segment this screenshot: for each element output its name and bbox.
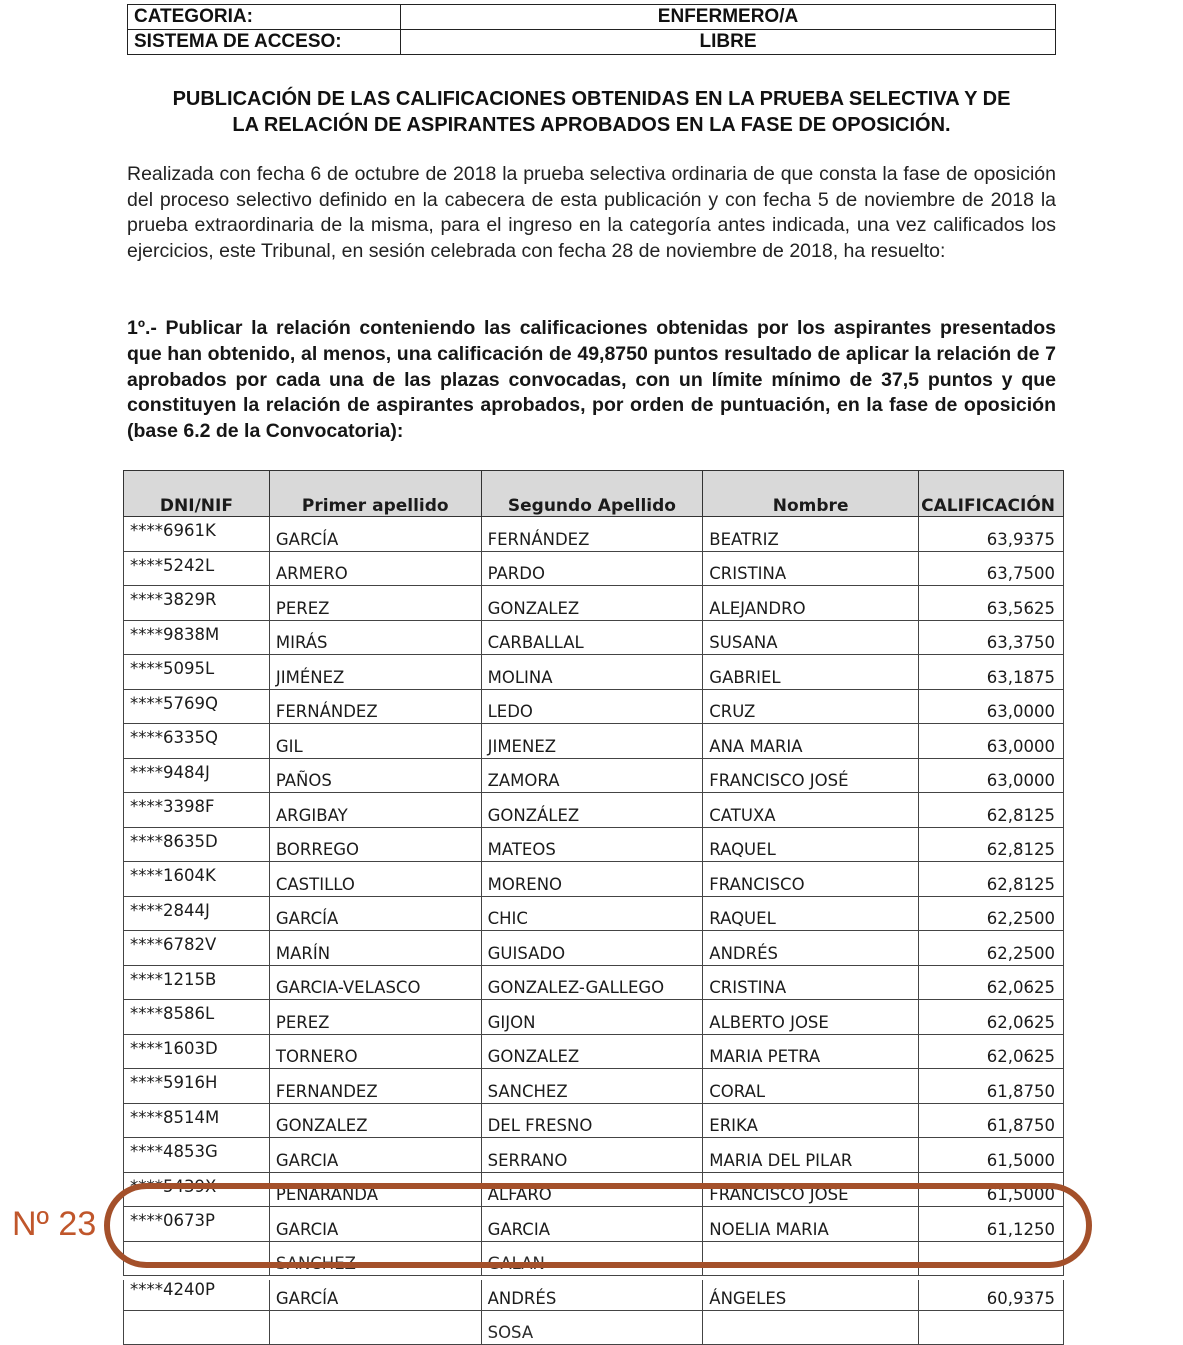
cell-dni: ****1215B — [124, 965, 270, 1000]
header-dni: DNI/NIF — [124, 471, 270, 517]
cell-dni: ****5769Q — [124, 689, 270, 724]
cell-dni: ****6961K — [124, 517, 270, 552]
table-row — [124, 1103, 1064, 1138]
cell-primer-apellido: PEREZ — [269, 1000, 481, 1035]
cell-nombre: GABRIEL — [703, 655, 919, 690]
cell-primer-apellido: GARCIA-VELASCO — [269, 965, 481, 1000]
cell-nombre: BEATRIZ — [703, 517, 919, 552]
cell-dni: ****8586L — [124, 1000, 270, 1035]
table-row — [124, 1138, 1064, 1173]
cell-nombre: ERIKA — [703, 1103, 919, 1138]
cell-segundo-apellido: CARBALLAL — [481, 620, 703, 655]
table-row — [124, 1069, 1064, 1104]
cell-segundo-apellido: SANCHEZ — [481, 1069, 703, 1104]
cell-segundo-apellido: LEDO — [481, 689, 703, 724]
table-row — [124, 1172, 1064, 1207]
table-row — [124, 1034, 1064, 1069]
cell-segundo-apellido: GONZALEZ — [481, 1034, 703, 1069]
cell-dni: ****2844J — [124, 896, 270, 931]
cell-segundo-apellido: GUISADO — [481, 931, 703, 966]
cell-dni: ****1604K — [124, 862, 270, 897]
cell-segundo-apellido: JIMENEZ — [481, 724, 703, 759]
table-row — [124, 724, 1064, 759]
cell-primer-apellido: GARCIA — [269, 1207, 481, 1242]
cell-primer-apellido: GONZALEZ — [269, 1103, 481, 1138]
table-row — [124, 1276, 1064, 1311]
cell-calificacion: 63,0000 — [918, 724, 1063, 759]
cell-calificacion: 63,7500 — [918, 551, 1063, 586]
cell-segundo-apellido: GARCIA — [481, 1207, 703, 1242]
cell-primer-apellido: GARCÍA — [269, 896, 481, 931]
cell-primer-apellido: ARMERO — [269, 551, 481, 586]
cell-calificacion: 61,5000 — [918, 1172, 1063, 1207]
cell-primer-apellido: ARGIBAY — [269, 793, 481, 828]
cell-segundo-apellido: GONZÁLEZ — [481, 793, 703, 828]
cell-dni: ****6782V — [124, 931, 270, 966]
cell-calificacion: 63,9375 — [918, 517, 1063, 552]
table-row — [124, 758, 1064, 793]
cell-segundo-apellido: MORENO — [481, 862, 703, 897]
cell-nombre: ALBERTO JOSE — [703, 1000, 919, 1035]
title-line-1: PUBLICACIÓN DE LAS CALIFICACIONES OBTENIDAS EN LA PRUEBA SELECTIVA Y DE — [172, 88, 1011, 110]
cell-primer-apellido: PAÑOS — [269, 758, 481, 793]
results-table — [123, 470, 1064, 1345]
cell-dni: ****4240P — [124, 1276, 270, 1311]
cell-nombre: RAQUEL — [703, 827, 919, 862]
cell-dni: ****3398F — [124, 793, 270, 828]
cell-nombre: CORAL — [703, 1069, 919, 1104]
cell-segundo-apellido: ALFARO — [481, 1172, 703, 1207]
cell-primer-apellido: PEÑARANDA — [269, 1172, 481, 1207]
header-calificacion: CALIFICACIÓN — [918, 471, 1063, 517]
cell-primer-apellido: PEREZ — [269, 586, 481, 621]
cell-calificacion — [918, 1310, 1063, 1345]
cell-calificacion: 62,0625 — [918, 1000, 1063, 1035]
cell-segundo-apellido: GALAN — [481, 1241, 703, 1276]
categoria-value: ENFERMERO/A — [401, 5, 1056, 30]
cell-segundo-apellido: GIJON — [481, 1000, 703, 1035]
cell-nombre: ÁNGELES — [703, 1276, 919, 1311]
cell-calificacion: 63,1875 — [918, 655, 1063, 690]
title-line-2: LA RELACIÓN DE ASPIRANTES APROBADOS EN LA FASE DE OPOSICIÓN. — [232, 114, 951, 136]
table-row — [124, 1310, 1064, 1345]
cell-calificacion: 62,2500 — [918, 896, 1063, 931]
cell-calificacion: 63,0000 — [918, 758, 1063, 793]
intro-paragraph: Realizada con fecha 6 de octubre de 2018 la prueba selectiva ordinaria de que consta la fase de oposición del proceso selectivo definido en la cabecera de esta publicación y con fecha 5 de noviembre de 2018 la prueba extraordinaria de la misma, para el ingreso en la categoría antes indicada, una vez calificados los ejercicios, este Tribunal, en sesión celebrada con fecha 28 de noviembre de 2018, ha resuelto: — [127, 163, 1056, 262]
cell-dni: ****5916H — [124, 1069, 270, 1104]
cell-segundo-apellido: PARDO — [481, 551, 703, 586]
sistema-row — [128, 30, 1056, 55]
cell-nombre: RAQUEL — [703, 896, 919, 931]
cell-primer-apellido: MIRÁS — [269, 620, 481, 655]
cell-calificacion: 62,2500 — [918, 931, 1063, 966]
cell-calificacion: 62,0625 — [918, 965, 1063, 1000]
cell-dni: ****1603D — [124, 1034, 270, 1069]
table-row — [124, 965, 1064, 1000]
sistema-value: LIBRE — [401, 30, 1056, 55]
cell-calificacion: 62,8125 — [918, 793, 1063, 828]
cell-segundo-apellido: FERNÁNDEZ — [481, 517, 703, 552]
table-row — [124, 827, 1064, 862]
categoria-row — [128, 5, 1056, 30]
cell-dni — [124, 1241, 270, 1276]
cell-segundo-apellido: SERRANO — [481, 1138, 703, 1173]
results-body — [124, 517, 1064, 1345]
sistema-label: SISTEMA DE ACCESO: — [128, 30, 401, 55]
cell-calificacion: 63,0000 — [918, 689, 1063, 724]
cell-calificacion: 61,1250 — [918, 1207, 1063, 1242]
cell-nombre: MARIA DEL PILAR — [703, 1138, 919, 1173]
cell-dni: ****6335Q — [124, 724, 270, 759]
cell-calificacion: 61,8750 — [918, 1069, 1063, 1104]
cell-calificacion: 60,9375 — [918, 1276, 1063, 1311]
cell-primer-apellido: GARCÍA — [269, 517, 481, 552]
cell-dni: ****9838M — [124, 620, 270, 655]
cell-calificacion: 61,8750 — [918, 1103, 1063, 1138]
header-segundo-apellido: Segundo Apellido — [481, 471, 703, 517]
table-row — [124, 793, 1064, 828]
cell-segundo-apellido: ZAMORA — [481, 758, 703, 793]
cell-nombre: CRISTINA — [703, 965, 919, 1000]
table-row — [124, 1207, 1064, 1242]
cell-segundo-apellido: ANDRÉS — [481, 1276, 703, 1311]
header-nombre: Nombre — [703, 471, 919, 517]
table-row — [124, 1000, 1064, 1035]
table-row — [124, 620, 1064, 655]
cell-primer-apellido: CASTILLO — [269, 862, 481, 897]
table-row — [124, 896, 1064, 931]
cell-nombre: ANDRÉS — [703, 931, 919, 966]
cell-nombre — [703, 1310, 919, 1345]
table-row — [124, 862, 1064, 897]
table-row — [124, 1241, 1064, 1276]
cell-dni: ****3829R — [124, 586, 270, 621]
cell-primer-apellido: SANCHEZ — [269, 1241, 481, 1276]
cell-calificacion: 63,3750 — [918, 620, 1063, 655]
cell-primer-apellido: GARCIA — [269, 1138, 481, 1173]
table-row — [124, 586, 1064, 621]
cell-primer-apellido: JIMÉNEZ — [269, 655, 481, 690]
annotation-label: Nº 23 — [12, 1205, 97, 1243]
cell-primer-apellido: FERNÁNDEZ — [269, 689, 481, 724]
cell-primer-apellido: FERNANDEZ — [269, 1069, 481, 1104]
cell-primer-apellido — [269, 1310, 481, 1345]
cell-nombre — [703, 1241, 919, 1276]
cell-segundo-apellido: GONZALEZ — [481, 586, 703, 621]
table-row — [124, 931, 1064, 966]
cell-nombre: ANA MARIA — [703, 724, 919, 759]
table-row — [124, 689, 1064, 724]
resolution-paragraph: 1º.- Publicar la relación conteniendo las calificaciones obtenidas por los aspirantes presentados que han obtenido, al menos, una calificación de 49,8750 puntos resultado de aplicar la relación de 7 aprobados por cada una de las plazas convocadas, con un límite mínimo de 37,5 puntos y que constituyen la relación de aspirantes aprobados, por orden de puntuación, en la fase de oposición (base 6.2 de la Convocatoria): — [127, 317, 1056, 443]
page-bottom-edge — [0, 1276, 1183, 1280]
cell-dni: ****5095L — [124, 655, 270, 690]
cell-dni: ****9484J — [124, 758, 270, 793]
cell-calificacion: 63,5625 — [918, 586, 1063, 621]
cell-segundo-apellido: GONZALEZ-GALLEGO — [481, 965, 703, 1000]
cell-segundo-apellido: SOSA — [481, 1310, 703, 1345]
cell-dni: ****8635D — [124, 827, 270, 862]
document-title — [127, 86, 1056, 138]
cell-calificacion: 62,0625 — [918, 1034, 1063, 1069]
cell-segundo-apellido: MATEOS — [481, 827, 703, 862]
header-info-table — [127, 4, 1056, 55]
table-row — [124, 551, 1064, 586]
results-header-row — [124, 471, 1064, 517]
header-primer-apellido: Primer apellido — [269, 471, 481, 517]
cell-calificacion: 62,8125 — [918, 862, 1063, 897]
cell-primer-apellido: BORREGO — [269, 827, 481, 862]
cell-dni: ****0673P — [124, 1207, 270, 1242]
cell-nombre: MARIA PETRA — [703, 1034, 919, 1069]
cell-segundo-apellido: DEL FRESNO — [481, 1103, 703, 1138]
cell-nombre: CRUZ — [703, 689, 919, 724]
cell-dni — [124, 1310, 270, 1345]
cell-nombre: FRANCISCO JOSÉ — [703, 758, 919, 793]
cell-nombre: FRANCISCO — [703, 862, 919, 897]
table-row — [124, 655, 1064, 690]
cell-primer-apellido: GARCÍA — [269, 1276, 481, 1311]
cell-segundo-apellido: CHIC — [481, 896, 703, 931]
cell-calificacion — [918, 1241, 1063, 1276]
cell-primer-apellido: MARÍN — [269, 931, 481, 966]
cell-nombre: CRISTINA — [703, 551, 919, 586]
cell-primer-apellido: GIL — [269, 724, 481, 759]
categoria-label: CATEGORIA: — [128, 5, 401, 30]
cell-nombre: ALEJANDRO — [703, 586, 919, 621]
cell-nombre: SUSANA — [703, 620, 919, 655]
cell-nombre: FRANCISCO JOSE — [703, 1172, 919, 1207]
cell-dni: ****5439X — [124, 1172, 270, 1207]
cell-segundo-apellido: MOLINA — [481, 655, 703, 690]
cell-nombre: NOELIA MARIA — [703, 1207, 919, 1242]
cell-calificacion: 62,8125 — [918, 827, 1063, 862]
table-row — [124, 517, 1064, 552]
cell-dni: ****8514M — [124, 1103, 270, 1138]
cell-dni: ****5242L — [124, 551, 270, 586]
cell-nombre: CATUXA — [703, 793, 919, 828]
cell-primer-apellido: TORNERO — [269, 1034, 481, 1069]
cell-calificacion: 61,5000 — [918, 1138, 1063, 1173]
cell-dni: ****4853G — [124, 1138, 270, 1173]
